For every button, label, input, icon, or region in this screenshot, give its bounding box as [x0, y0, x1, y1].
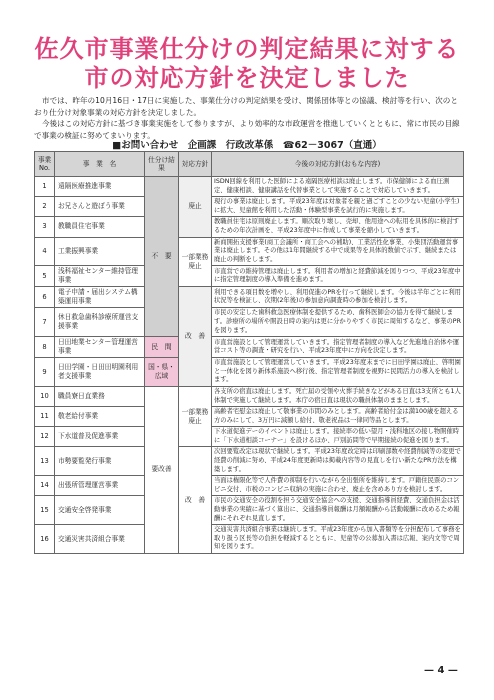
table-row [35, 197, 464, 217]
table-row [35, 217, 464, 237]
project-name: 敬老給付事業 [55, 407, 145, 427]
row-number: 15 [35, 496, 55, 525]
header-name: 事 業 名 [55, 152, 145, 177]
title-line-2: 市の対応方針を決定しました [84, 63, 410, 92]
project-name: 日田地業センター管理運営事業 [55, 337, 145, 358]
table-row [35, 287, 464, 308]
table-row [35, 266, 464, 287]
header-no: 事業No. [35, 152, 55, 177]
table-row [35, 447, 464, 476]
intro-text [34, 95, 464, 141]
project-name: 休日救急歯科診療所運営支援事業 [55, 308, 145, 337]
table-row [35, 496, 464, 525]
row-number: 10 [35, 386, 55, 406]
project-name: 交通安全啓発事業 [55, 496, 145, 525]
row-number: 7 [35, 308, 55, 337]
project-name: 浅科福祉センター維持管理事業 [55, 266, 145, 287]
row-number: 13 [35, 447, 55, 476]
table-row [35, 427, 464, 447]
policy-content: 高齢者宅慰金は廃止して敬事業の市間のみとします。高齢者給付金は満100歳を超える方のみにして、3万円に減額し給付、敬老祝品は一律同等品とします。 [212, 407, 464, 427]
policy-content: 市民の安定した歯科救急医療体制を提供するため、歯科医師会の協力を得て継続します。診療所の場所や開設日時の案内は更に分かりやすく市民に周知するなど、事業のPRを図ります。 [212, 308, 464, 337]
policy-ichibu-2: 一部業務廃止 [179, 386, 212, 447]
project-name: 遠隔医療推進事業 [55, 177, 145, 197]
row-number: 5 [35, 266, 55, 287]
header-content: 今後の対応方針(おもな内容) [212, 152, 464, 177]
row-number: 16 [35, 525, 55, 554]
policy-content: 教職員住宅は原則廃止します。順次取り壊し、売却、他用途への転用を具体的に検討するための年次計画を、平成23年度中に作成して事業を縮小していきます。 [212, 217, 464, 237]
row-number: 1 [35, 177, 55, 197]
table-row [35, 237, 464, 266]
policy-kaizen-2: 改 善 [179, 447, 212, 554]
policy-content: 下水道促進デーのイベントは廃止します。接続率の低い望月・浅科地区の接し物開催時に「下水道相談コーナー」を設けるほか、戸別訪問等で早期接続の促進を図ります。 [212, 427, 464, 447]
table-row [35, 308, 464, 337]
policy-content: 市直営施設として管理運営していきます。指定管理者制度の導入など先進地自治体や運営コスト等の調査・研究を行い、平成23年度中に方向を決定します。 [212, 337, 464, 358]
policy-content: 当面は権限化等で人件費の抑制を行いながら全出張所を維持します。戸籍住民票のコンビニ交付、市税のコンビニ収納の実施に合わせ、廃止を含めあり方を検討します。 [212, 476, 464, 496]
project-name: 下水道普及促進事業 [55, 427, 145, 447]
project-name: 職員寮日直業務 [55, 386, 145, 406]
policy-content: 交通災害共済組合事業は継続します。平成23年度から加入書類等を分担配布して事務を取り扱う区長等の負担を軽減するとともに、児童等の公募加入書は広報、案内文等で周知を図ります。 [212, 525, 464, 554]
intro-paragraph-1: 市では、昨年の10月16日・17日に実施した、事業仕分けの判定結果を受け、関係団体等との協議、検討等を行い、次のとおり仕分け対象事業の対応方針を決定しました。 [34, 96, 458, 117]
policy-content: 新商開拓支援事業(商工会議所・商工会への補助)、工業活性化事業、小集団活動運営事業は廃止します。その他は1年間継続する中で成果等を具体的数値で示す、継続または廃止の判断をします。 [212, 237, 464, 266]
result-youkaizen: 要改善 [145, 386, 179, 553]
policy-table [34, 151, 464, 554]
policy-haishi: 廃止 [179, 177, 212, 238]
row-number: 9 [35, 358, 55, 387]
policy-content: 各支所の宿直は廃止します。死亡届の受領や火葬手続きなどがある日直は3支所とも1人体制で実施して継続します。本庁の宿日直は現状の職員体制のままとします。 [212, 386, 464, 406]
project-name: 電子申請・届出システム構築運用事業 [55, 287, 145, 308]
header-result: 仕分け結果 [145, 152, 179, 177]
project-name: 教職員住宅事業 [55, 217, 145, 237]
page-number: — 4 — [424, 665, 458, 676]
policy-ichibu-1: 一部業務廃止 [179, 237, 212, 287]
project-name: 日田学園・日田田明園利用者支援事業 [55, 358, 145, 387]
row-number: 6 [35, 287, 55, 308]
header-policy: 対応方針 [179, 152, 212, 177]
row-number: 3 [35, 217, 55, 237]
table-row [35, 358, 464, 387]
contact-info: ■お問い合わせ 企画課 行政改革係 ☎62－3067（直通） [112, 140, 382, 151]
policy-content: 次回要覧改定は現状で継続します。平成23年度改定時は印刷部数や経費削減等の変更で経費の削減に努め、平成24年度更新時は掲載内容等の見直しを行い新たなPR方法を構築します。 [212, 447, 464, 476]
title-line-1: 佐久市事業仕分けの判定結果に対する [34, 34, 460, 63]
row-number: 8 [35, 337, 55, 358]
intro-paragraph-2: 今後はこの対応方針に基づき事業実施をして参りますが、より効率的な市政運営を推進していくとともに、常に市民の目線で事業の検証に努めてまいります。 [34, 119, 460, 140]
table-header-row [35, 152, 464, 177]
table-row [35, 525, 464, 554]
page-title [0, 34, 494, 92]
project-name: 工業振興事業 [55, 237, 145, 266]
result-minkan: 民 間 [145, 337, 179, 358]
result-fuyou: 不 要 [145, 177, 179, 337]
policy-content: 市民の交通安全の役割を担う交通安全協会への支援、交通指導員経費、交通負担金は活動事業の実績に基づく算出に、交通指導員報酬は月額報酬から活動報酬に改めるため報酬にそれぞれ見直します。 [212, 496, 464, 525]
table-row [35, 337, 464, 358]
table-row [35, 476, 464, 496]
project-name: 市勢要覧発行事業 [55, 447, 145, 476]
project-name: 交通災害共済組合事業 [55, 525, 145, 554]
policy-kaizen-1: 改 善 [179, 287, 212, 387]
policy-content: 市直営での維持管理は廃止します。利用者の増加と経費節減を図りつつ、平成23年度中に指定管理制度の導入準備を進めます。 [212, 266, 464, 287]
table-row [35, 407, 464, 427]
policy-content: 現行の事業は廃止します。平成23年度は対象者を親と過ごすことの少ない児童(小学生)に拡大、児童館を利用した活動・体験型事業を試行的に実施します。 [212, 197, 464, 217]
policy-content: ISDN回線を利用した医師による遠隔医療相談は廃止します。市保健師による血圧測定、健康相談、健康講話を代替事業として実施することで対応していきます。 [212, 177, 464, 197]
project-name: 出張所管理運営事業 [55, 476, 145, 496]
row-number: 14 [35, 476, 55, 496]
table-row [35, 386, 464, 406]
row-number: 2 [35, 197, 55, 217]
project-name: お兄さんと遊ぼう事業 [55, 197, 145, 217]
result-kuni: 国・県・広域 [145, 358, 179, 387]
policy-content: 利用できる項目数を増やし、利用促進のPRを行って継続します。今後は半年ごとに利用状況等を検証し、次期(2年後)の参加意向調査時の参加を検討します。 [212, 287, 464, 308]
row-number: 11 [35, 407, 55, 427]
policy-content: 市直営施設として管理運営していきます。平成23年度末までに日田学園は廃止、啓明園と一体化を図り新体系施設へ移行後、指定管理者制度を視野に民間活力の導入を検討します。 [212, 358, 464, 387]
table-row [35, 177, 464, 197]
row-number: 4 [35, 237, 55, 266]
row-number: 12 [35, 427, 55, 447]
